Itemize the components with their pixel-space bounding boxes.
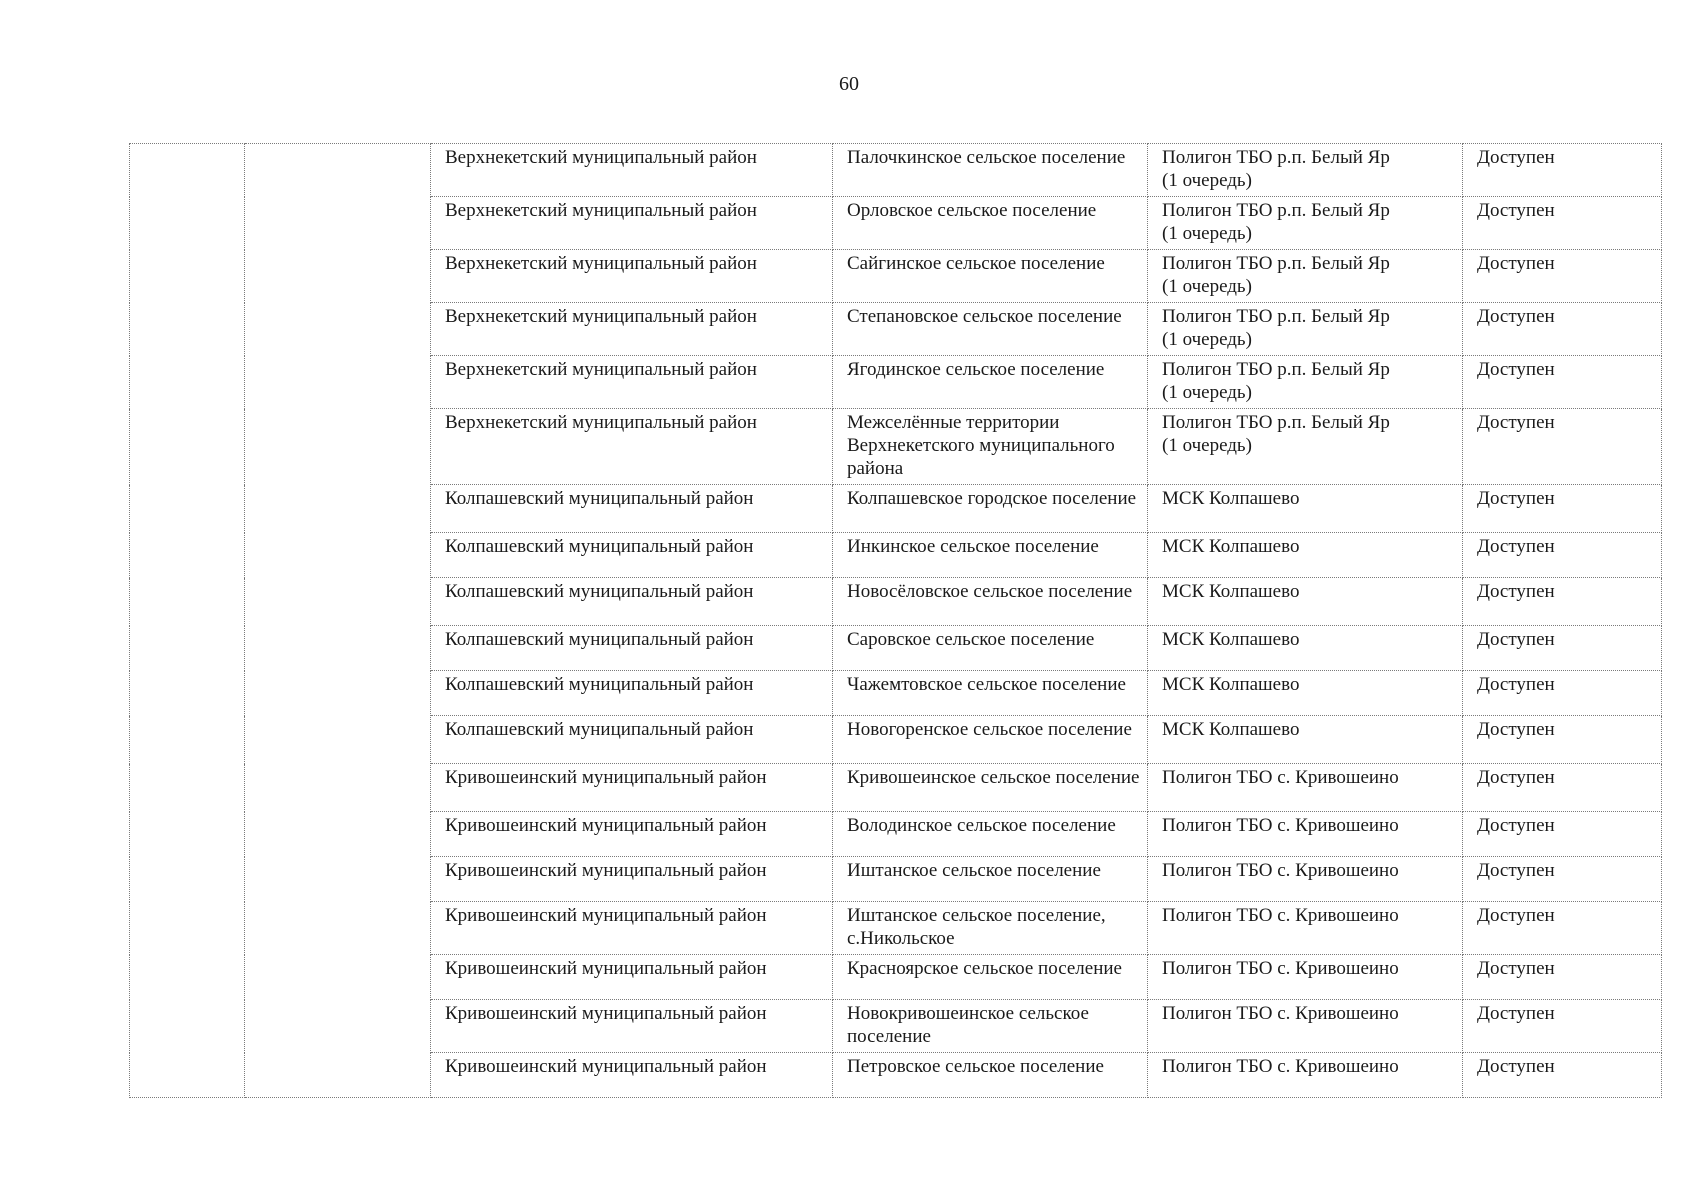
district-cell: [431, 812, 833, 857]
settlement-text: Красноярское сельское поселение: [847, 958, 1122, 979]
status-cell: [1463, 955, 1662, 1000]
status-text: Доступен: [1477, 200, 1555, 221]
settlement-cell: [833, 197, 1148, 250]
status-text: Доступен: [1477, 905, 1555, 926]
settlement-cell: [833, 578, 1148, 626]
settlement-text: Новогоренское сельское поселение: [847, 719, 1132, 740]
status-text: Доступен: [1477, 412, 1555, 433]
facility-cell: [1148, 955, 1463, 1000]
status-cell: [1463, 764, 1662, 812]
district-text: Верхнекетский муниципальный район: [445, 147, 757, 168]
status-text: Доступен: [1477, 147, 1555, 168]
settlement-text: Саровское сельское поселение: [847, 629, 1095, 650]
facility-text: Полигон ТБО с. Кривошеино: [1162, 860, 1399, 881]
settlement-cell: [833, 902, 1148, 955]
settlement-cell: [833, 764, 1148, 812]
facility-text: Полигон ТБО р.п. Белый Яр (1 очередь): [1162, 253, 1390, 297]
facility-text: Полигон ТБО с. Кривошеино: [1162, 958, 1399, 979]
district-cell: [431, 1000, 833, 1053]
settlement-text: Палочкинское сельское поселение: [847, 147, 1126, 168]
facility-cell: [1148, 485, 1463, 533]
status-cell: [1463, 356, 1662, 409]
facility-cell: [1148, 578, 1463, 626]
status-cell: [1463, 303, 1662, 356]
district-cell: [431, 409, 833, 485]
district-text: Кривошеинский муниципальный район: [445, 1056, 767, 1077]
facility-text: Полигон ТБО с. Кривошеино: [1162, 905, 1399, 926]
settlement-cell: [833, 716, 1148, 764]
status-text: Доступен: [1477, 958, 1555, 979]
status-text: Доступен: [1477, 581, 1555, 602]
facility-cell: [1148, 1000, 1463, 1053]
status-cell: [1463, 197, 1662, 250]
settlement-text: Межселённые территории Верхнекетского муниципального района: [847, 412, 1115, 479]
settlement-cell: [833, 485, 1148, 533]
status-text: Доступен: [1477, 719, 1555, 740]
facility-text: МСК Колпашево: [1162, 536, 1300, 557]
settlement-text: Сайгинское сельское поселение: [847, 253, 1105, 274]
district-text: Кривошеинский муниципальный район: [445, 1003, 767, 1024]
status-cell: [1463, 533, 1662, 578]
facility-text: Полигон ТБО р.п. Белый Яр (1 очередь): [1162, 412, 1390, 456]
district-text: Кривошеинский муниципальный район: [445, 958, 767, 979]
settlement-text: Петровское сельское поселение: [847, 1056, 1104, 1077]
status-text: Доступен: [1477, 1003, 1555, 1024]
settlement-cell: [833, 409, 1148, 485]
settlement-text: Новокривошеинское сельское поселение: [847, 1003, 1089, 1047]
district-cell: [431, 578, 833, 626]
empty-column-2: [245, 144, 431, 1098]
district-text: Кривошеинский муниципальный район: [445, 860, 767, 881]
district-text: Колпашевский муниципальный район: [445, 488, 754, 509]
status-cell: [1463, 671, 1662, 716]
district-cell: [431, 671, 833, 716]
facility-cell: [1148, 902, 1463, 955]
status-text: Доступен: [1477, 306, 1555, 327]
settlement-cell: [833, 671, 1148, 716]
settlement-cell: [833, 1053, 1148, 1098]
settlement-text: Колпашевское городское поселение: [847, 488, 1137, 509]
district-text: Кривошеинский муниципальный район: [445, 905, 767, 926]
facility-text: МСК Колпашево: [1162, 629, 1300, 650]
status-cell: [1463, 1053, 1662, 1098]
district-cell: [431, 764, 833, 812]
district-cell: [431, 716, 833, 764]
table-row: [130, 144, 1662, 197]
facility-cell: [1148, 144, 1463, 197]
facility-text: МСК Колпашево: [1162, 488, 1300, 509]
status-text: Доступен: [1477, 629, 1555, 650]
district-text: Колпашевский муниципальный район: [445, 719, 754, 740]
facility-text: Полигон ТБО р.п. Белый Яр (1 очередь): [1162, 147, 1390, 191]
facility-text: МСК Колпашево: [1162, 581, 1300, 602]
district-text: Верхнекетский муниципальный район: [445, 253, 757, 274]
empty-column-1: [130, 144, 245, 1098]
settlements-table: [129, 143, 1662, 1098]
settlement-cell: [833, 144, 1148, 197]
status-cell: [1463, 250, 1662, 303]
facility-cell: [1148, 812, 1463, 857]
district-text: Кривошеинский муниципальный район: [445, 767, 767, 788]
facility-cell: [1148, 671, 1463, 716]
facility-text: Полигон ТБО с. Кривошеино: [1162, 1003, 1399, 1024]
facility-text: Полигон ТБО р.п. Белый Яр (1 очередь): [1162, 359, 1390, 403]
district-cell: [431, 250, 833, 303]
facility-text: Полигон ТБО с. Кривошеино: [1162, 1056, 1399, 1077]
settlement-cell: [833, 812, 1148, 857]
status-cell: [1463, 1000, 1662, 1053]
settlement-text: Кривошеинское сельское поселение: [847, 767, 1140, 788]
status-text: Доступен: [1477, 253, 1555, 274]
facility-cell: [1148, 626, 1463, 671]
district-text: Верхнекетский муниципальный район: [445, 306, 757, 327]
status-cell: [1463, 485, 1662, 533]
status-cell: [1463, 144, 1662, 197]
settlement-cell: [833, 1000, 1148, 1053]
status-text: Доступен: [1477, 674, 1555, 695]
district-cell: [431, 197, 833, 250]
facility-cell: [1148, 303, 1463, 356]
settlement-cell: [833, 303, 1148, 356]
district-cell: [431, 955, 833, 1000]
status-text: Доступен: [1477, 536, 1555, 557]
district-cell: [431, 626, 833, 671]
settlement-text: Володинское сельское поселение: [847, 815, 1116, 836]
facility-text: Полигон ТБО р.п. Белый Яр (1 очередь): [1162, 200, 1390, 244]
district-cell: [431, 857, 833, 902]
district-text: Кривошеинский муниципальный район: [445, 815, 767, 836]
district-text: Колпашевский муниципальный район: [445, 629, 754, 650]
facility-text: Полигон ТБО с. Кривошеино: [1162, 815, 1399, 836]
status-cell: [1463, 578, 1662, 626]
facility-cell: [1148, 857, 1463, 902]
district-cell: [431, 1053, 833, 1098]
status-cell: [1463, 409, 1662, 485]
district-text: Верхнекетский муниципальный район: [445, 359, 757, 380]
status-cell: [1463, 902, 1662, 955]
status-text: Доступен: [1477, 860, 1555, 881]
district-cell: [431, 485, 833, 533]
settlement-text: Иштанское сельское поселение, с.Никольское: [847, 905, 1106, 949]
facility-cell: [1148, 716, 1463, 764]
settlement-text: Инкинское сельское поселение: [847, 536, 1099, 557]
facility-cell: [1148, 533, 1463, 578]
settlement-cell: [833, 955, 1148, 1000]
district-cell: [431, 144, 833, 197]
facility-cell: [1148, 1053, 1463, 1098]
district-text: Верхнекетский муниципальный район: [445, 200, 757, 221]
settlement-cell: [833, 626, 1148, 671]
settlement-text: Новосёловское сельское поселение: [847, 581, 1133, 602]
facility-cell: [1148, 409, 1463, 485]
settlement-text: Степановское сельское поселение: [847, 306, 1122, 327]
status-cell: [1463, 626, 1662, 671]
status-cell: [1463, 857, 1662, 902]
settlement-cell: [833, 533, 1148, 578]
district-text: Колпашевский муниципальный район: [445, 581, 754, 602]
facility-cell: [1148, 356, 1463, 409]
facility-text: МСК Колпашево: [1162, 719, 1300, 740]
facility-text: Полигон ТБО с. Кривошеино: [1162, 767, 1399, 788]
status-text: Доступен: [1477, 359, 1555, 380]
settlement-text: Иштанское сельское поселение: [847, 860, 1101, 881]
table-body: [130, 144, 1662, 1098]
district-cell: [431, 902, 833, 955]
settlement-text: Орловское сельское поселение: [847, 200, 1097, 221]
settlement-text: Ягодинское сельское поселение: [847, 359, 1105, 380]
status-text: Доступен: [1477, 488, 1555, 509]
status-cell: [1463, 812, 1662, 857]
district-text: Колпашевский муниципальный район: [445, 674, 754, 695]
status-text: Доступен: [1477, 815, 1555, 836]
facility-cell: [1148, 764, 1463, 812]
page-number: 60: [839, 73, 859, 95]
settlement-cell: [833, 857, 1148, 902]
district-text: Колпашевский муниципальный район: [445, 536, 754, 557]
district-cell: [431, 533, 833, 578]
status-text: Доступен: [1477, 1056, 1555, 1077]
settlement-cell: [833, 250, 1148, 303]
status-cell: [1463, 716, 1662, 764]
status-text: Доступен: [1477, 767, 1555, 788]
district-text: Верхнекетский муниципальный район: [445, 412, 757, 433]
facility-cell: [1148, 250, 1463, 303]
facility-text: Полигон ТБО р.п. Белый Яр (1 очередь): [1162, 306, 1390, 350]
district-cell: [431, 356, 833, 409]
district-cell: [431, 303, 833, 356]
settlement-text: Чажемтовское сельское поселение: [847, 674, 1126, 695]
settlement-cell: [833, 356, 1148, 409]
facility-cell: [1148, 197, 1463, 250]
facility-text: МСК Колпашево: [1162, 674, 1300, 695]
